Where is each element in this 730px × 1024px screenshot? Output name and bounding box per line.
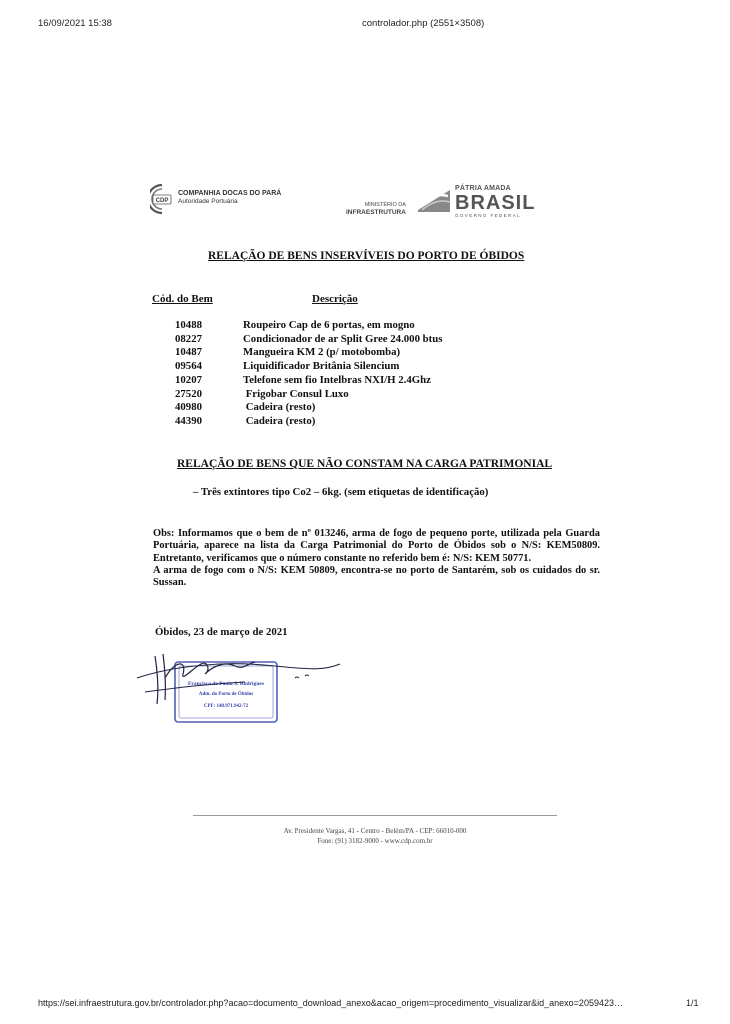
footer-address-block [193, 826, 557, 846]
brasil-text: BRASIL [455, 192, 536, 214]
observation-text [153, 528, 600, 589]
list-item [175, 319, 442, 333]
stamp-role: Adm. do Porto de Óbidos [198, 692, 254, 697]
list-item [175, 388, 442, 402]
column-header-code: Cód. do Bem [152, 293, 213, 305]
ministry-logo [346, 202, 406, 216]
item-description: Frigobar Consul Luxo [243, 387, 349, 400]
company-subtitle: Autoridade Portuária [178, 198, 238, 205]
item-code: 10488 [175, 319, 202, 331]
observation-paragraph-2: A arma de fogo com o N/S: KEM 50809, encontra-se no porto de Santarém, sob os cuidados do sr. Sussan. [153, 564, 600, 589]
item-code: 44390 [175, 414, 202, 427]
company-name: COMPANHIA DOCAS DO PARÁ [178, 190, 282, 197]
list-item [175, 333, 442, 347]
list-item [175, 346, 442, 360]
ministry-line1: MINISTÉRIO DA [364, 202, 406, 208]
stamp-name: Francisco de Paula S. Rodrigues [188, 681, 264, 687]
extintores-line: – Três extintores tipo Co2 – 6kg. (sem etiquetas de identificação) [193, 486, 489, 498]
print-page-number: 1/1 [686, 998, 699, 1008]
print-datetime: 16/09/2021 15:38 [38, 18, 112, 29]
cdp-logo-text: CDP [155, 198, 169, 204]
stamp-cpf: CPF: 148.971.942-72 [203, 704, 249, 709]
item-code: 10487 [175, 346, 202, 359]
list-item [175, 415, 442, 429]
footer-phone: Fone: (91) 3182-9000 - www.cdp.com.br [317, 837, 433, 845]
item-description: Cadeira (resto) [243, 414, 316, 427]
footer-address: Av. Presidente Vargas, 41 - Centro - Belém/PA - CEP: 66010-000 [283, 827, 467, 835]
document-title: RELAÇÃO DE BENS INSERVÍVEIS DO PORTO DE ÓBIDOS [208, 250, 525, 262]
item-description: Mangueira KM 2 (p/ motobomba) [243, 346, 401, 359]
item-code: 08227 [175, 332, 202, 345]
list-item [175, 360, 442, 374]
item-code: 09564 [175, 360, 202, 373]
signature-stamp [135, 648, 345, 730]
place-date: Óbidos, 23 de março de 2021 [155, 626, 288, 638]
item-code: 10207 [175, 373, 202, 386]
company-name-block [178, 190, 281, 206]
list-item [175, 374, 442, 388]
brasil-flag-icon [416, 186, 452, 214]
item-description: Telefone sem fio Intelbras NXI/H 2.4Ghz [243, 373, 431, 386]
cdp-logo-icon [150, 184, 174, 214]
brasil-logo [455, 185, 535, 219]
item-description: Condicionador de ar Split Gree 24.000 btus [243, 332, 443, 345]
print-url: https://sei.infraestrutura.gov.br/controlador.php?acao=documento_download_anexo&acao_origem=procedimento_visualizar&id_anexo=2059423… [38, 998, 623, 1008]
item-description: Cadeira (resto) [243, 401, 316, 414]
section-title-non-listed: RELAÇÃO DE BENS QUE NÃO CONSTAM NA CARGA PATRIMONIAL [177, 458, 553, 470]
print-page-title: controlador.php (2551×3508) [362, 18, 485, 29]
column-header-description: Descrição [312, 293, 358, 305]
patria-amada-text: PÁTRIA AMADA [455, 185, 511, 192]
item-code: 27520 [175, 387, 202, 400]
observation-paragraph-1: Obs: Informamos que o bem de nº 013246, arma de fogo de pequeno porte, utilizada pela Guarda Portuária, aparece na lista da Carga Patrimonial do Porto de Óbidos sob o N/S: KEM50809. Entretanto, verificamos que o número constante no referido bem é: N/S: KEM 50771. [153, 528, 600, 564]
item-description: Roupeiro Cap de 6 portas, em mogno [243, 319, 415, 331]
items-list [175, 319, 442, 429]
footer-divider [193, 815, 557, 816]
item-description: Liquidificador Britânia Silencium [243, 360, 400, 373]
governo-federal-text: GOVERNO FEDERAL [455, 213, 522, 218]
item-code: 40980 [175, 401, 202, 414]
list-item [175, 401, 442, 415]
ministry-line2: INFRAESTRUTURA [346, 209, 406, 216]
